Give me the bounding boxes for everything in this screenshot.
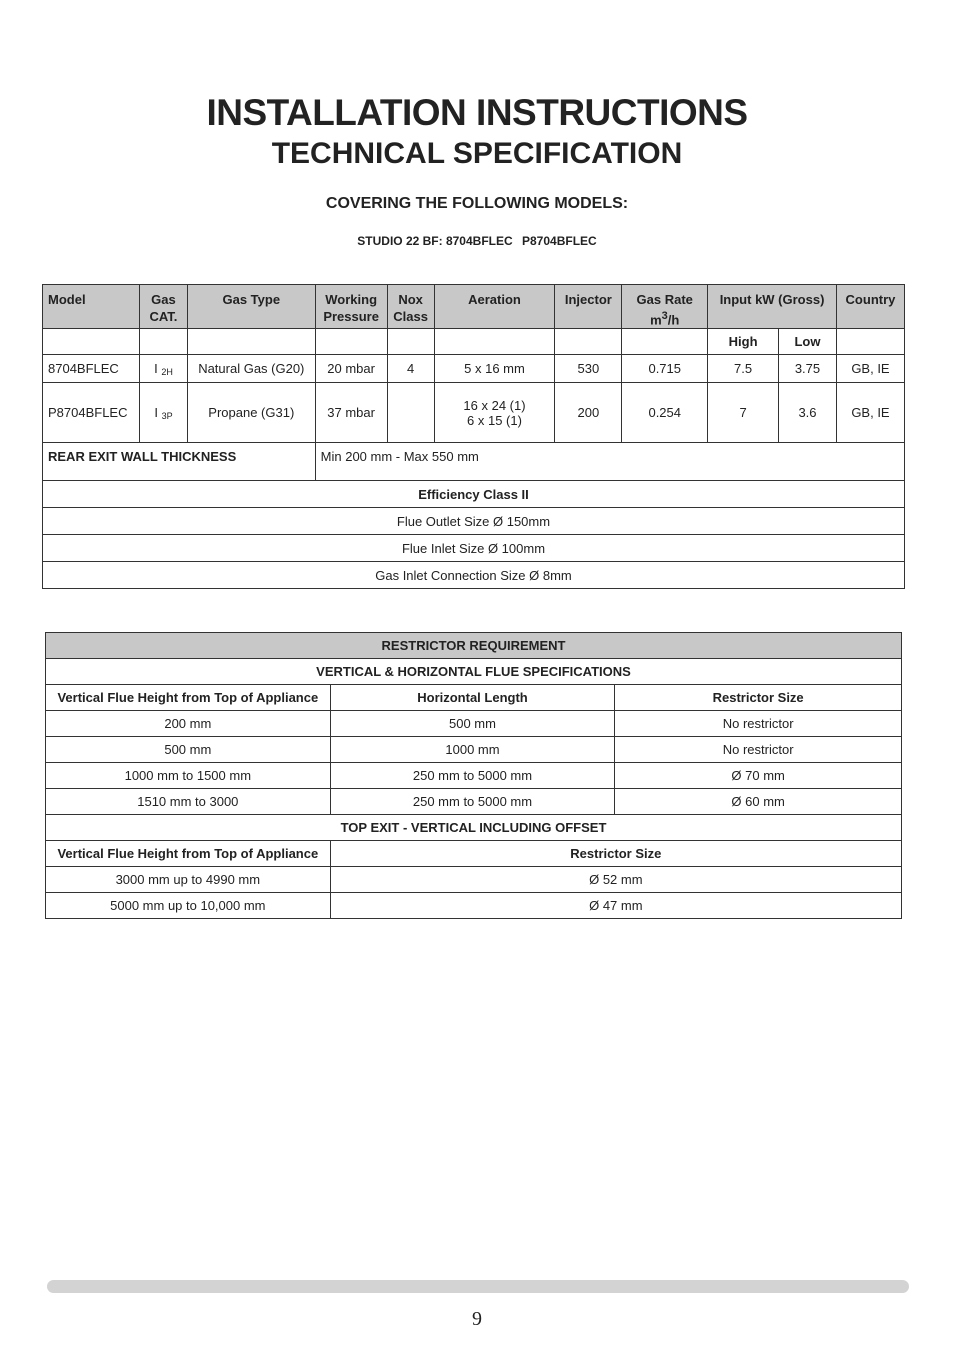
cell-cat (139, 383, 187, 443)
models-second: P8704BFLEC (522, 234, 597, 248)
col-gas-rate-unit-b: /h (667, 312, 680, 328)
section2-header-row (46, 841, 902, 867)
wall-thickness-label: REAR EXIT WALL THICKNESS (43, 443, 316, 481)
col-vertical-height-2: Vertical Flue Height from Top of Appliance (46, 841, 331, 867)
spec-subheader-row (43, 329, 905, 355)
col-input: Input kW (Gross) (708, 285, 837, 329)
cell-model: 8704BFLEC (43, 355, 140, 383)
cell-high: 7 (708, 383, 779, 443)
cell-injector: 200 (555, 383, 622, 443)
page-number: 9 (472, 1308, 482, 1330)
cell-high: 7.5 (708, 355, 779, 383)
col-nox (387, 285, 434, 329)
restrictor-title-row (46, 633, 902, 659)
table-row (46, 789, 902, 815)
cell-restrictor: Ø 60 mm (615, 789, 902, 815)
col-horizontal-length: Horizontal Length (330, 685, 615, 711)
flue-inlet-row (43, 535, 905, 562)
flue-outlet-row (43, 508, 905, 535)
covering-heading: COVERING THE FOLLOWING MODELS: (325, 195, 629, 212)
table-row (46, 763, 902, 789)
col-gas-rate (622, 285, 708, 329)
section1-title: VERTICAL & HORIZONTAL FLUE SPECIFICATIONS (46, 659, 902, 685)
cell-cat-sub: 3P (161, 410, 173, 421)
cell-restrictor: No restrictor (615, 737, 902, 763)
cell-vertical: 1510 mm to 3000 (46, 789, 331, 815)
cell-cat-main: I (154, 404, 158, 420)
col-pressure (315, 285, 387, 329)
technical-spec-table (42, 284, 905, 589)
restrictor-title: RESTRICTOR REQUIREMENT (46, 633, 902, 659)
cell-vertical: 200 mm (46, 711, 331, 737)
col-gas-rate-unit-sup: 3 (661, 310, 668, 322)
cell-horizontal: 250 mm to 5000 mm (330, 789, 615, 815)
col-nox-2: Class (393, 309, 428, 324)
col-aeration: Aeration (434, 285, 555, 329)
cell-country: GB, IE (836, 355, 904, 383)
cell-country: GB, IE (836, 383, 904, 443)
table-row (46, 737, 902, 763)
cell-gas-type: Propane (G31) (187, 383, 315, 443)
cell-nox: 4 (387, 355, 434, 383)
col-low: Low (779, 329, 837, 355)
col-country: Country (836, 285, 904, 329)
cell-aeration-1: 16 x 24 (1) (463, 397, 526, 413)
restrictor-table (45, 632, 902, 919)
page-subtitle: TECHNICAL SPECIFICATION (271, 137, 683, 170)
models-prefix: STUDIO 22 BF: 8704BFLEC (357, 234, 513, 248)
cell-gas-rate: 0.254 (622, 383, 708, 443)
cell-vertical: 5000 mm up to 10,000 mm (46, 893, 331, 919)
col-gas-type: Gas Type (187, 285, 315, 329)
col-vertical-height: Vertical Flue Height from Top of Appliance (46, 685, 331, 711)
cell-horizontal: 1000 mm (330, 737, 615, 763)
col-injector: Injector (555, 285, 622, 329)
cell-injector: 530 (555, 355, 622, 383)
efficiency-class: Efficiency Class II (43, 481, 905, 508)
table-row (46, 867, 902, 893)
wall-thickness-row (43, 443, 905, 481)
cell-cat (139, 355, 187, 383)
table-row (43, 355, 905, 383)
col-gas-rate-1: Gas Rate (636, 292, 693, 307)
table-row (43, 383, 905, 443)
cell-pressure: 37 mbar (315, 383, 387, 443)
col-gas-cat-1: Gas (151, 292, 176, 307)
cell-gas-rate: 0.715 (622, 355, 708, 383)
table-row (46, 711, 902, 737)
section2-title-row (46, 815, 902, 841)
cell-pressure: 20 mbar (315, 355, 387, 383)
col-pressure-2: Pressure (323, 309, 379, 324)
cell-restrictor: Ø 47 mm (330, 893, 901, 919)
col-restrictor-size-2: Restrictor Size (330, 841, 901, 867)
spec-header-row (43, 285, 905, 329)
col-gas-cat (139, 285, 187, 329)
cell-low: 3.6 (779, 383, 837, 443)
cell-restrictor: Ø 70 mm (615, 763, 902, 789)
cell-aeration (434, 383, 555, 443)
section2-title: TOP EXIT - VERTICAL INCLUDING OFFSET (46, 815, 902, 841)
section1-title-row (46, 659, 902, 685)
cell-vertical: 500 mm (46, 737, 331, 763)
cell-horizontal: 500 mm (330, 711, 615, 737)
cell-restrictor: Ø 52 mm (330, 867, 901, 893)
cell-nox (387, 383, 434, 443)
gas-inlet-row (43, 562, 905, 589)
col-restrictor-size: Restrictor Size (615, 685, 902, 711)
cell-aeration: 5 x 16 mm (434, 355, 555, 383)
cell-model: P8704BFLEC (43, 383, 140, 443)
cell-vertical: 3000 mm up to 4990 mm (46, 867, 331, 893)
col-gas-cat-2: CAT. (149, 309, 178, 324)
cell-vertical: 1000 mm to 1500 mm (46, 763, 331, 789)
page-title: INSTALLATION INSTRUCTIONS (206, 92, 748, 133)
gas-inlet-size: Gas Inlet Connection Size Ø 8mm (43, 562, 905, 589)
col-high: High (708, 329, 779, 355)
wall-thickness-value: Min 200 mm - Max 550 mm (315, 443, 904, 481)
cell-gas-type: Natural Gas (G20) (187, 355, 315, 383)
flue-outlet-size: Flue Outlet Size Ø 150mm (43, 508, 905, 535)
cell-aeration-2: 6 x 15 (1) (467, 412, 522, 428)
cell-cat-main: I (154, 360, 158, 376)
footer-divider (47, 1280, 909, 1293)
efficiency-row (43, 481, 905, 508)
cell-low: 3.75 (779, 355, 837, 383)
section1-header-row (46, 685, 902, 711)
col-gas-rate-unit-a: m (650, 312, 662, 328)
cell-restrictor: No restrictor (615, 711, 902, 737)
col-nox-1: Nox (398, 292, 423, 307)
col-model: Model (43, 285, 140, 329)
cell-cat-sub: 2H (161, 366, 173, 377)
models-line (0, 234, 954, 248)
flue-inlet-size: Flue Inlet Size Ø 100mm (43, 535, 905, 562)
table-row (46, 893, 902, 919)
cell-horizontal: 250 mm to 5000 mm (330, 763, 615, 789)
col-pressure-1: Working (325, 292, 378, 307)
